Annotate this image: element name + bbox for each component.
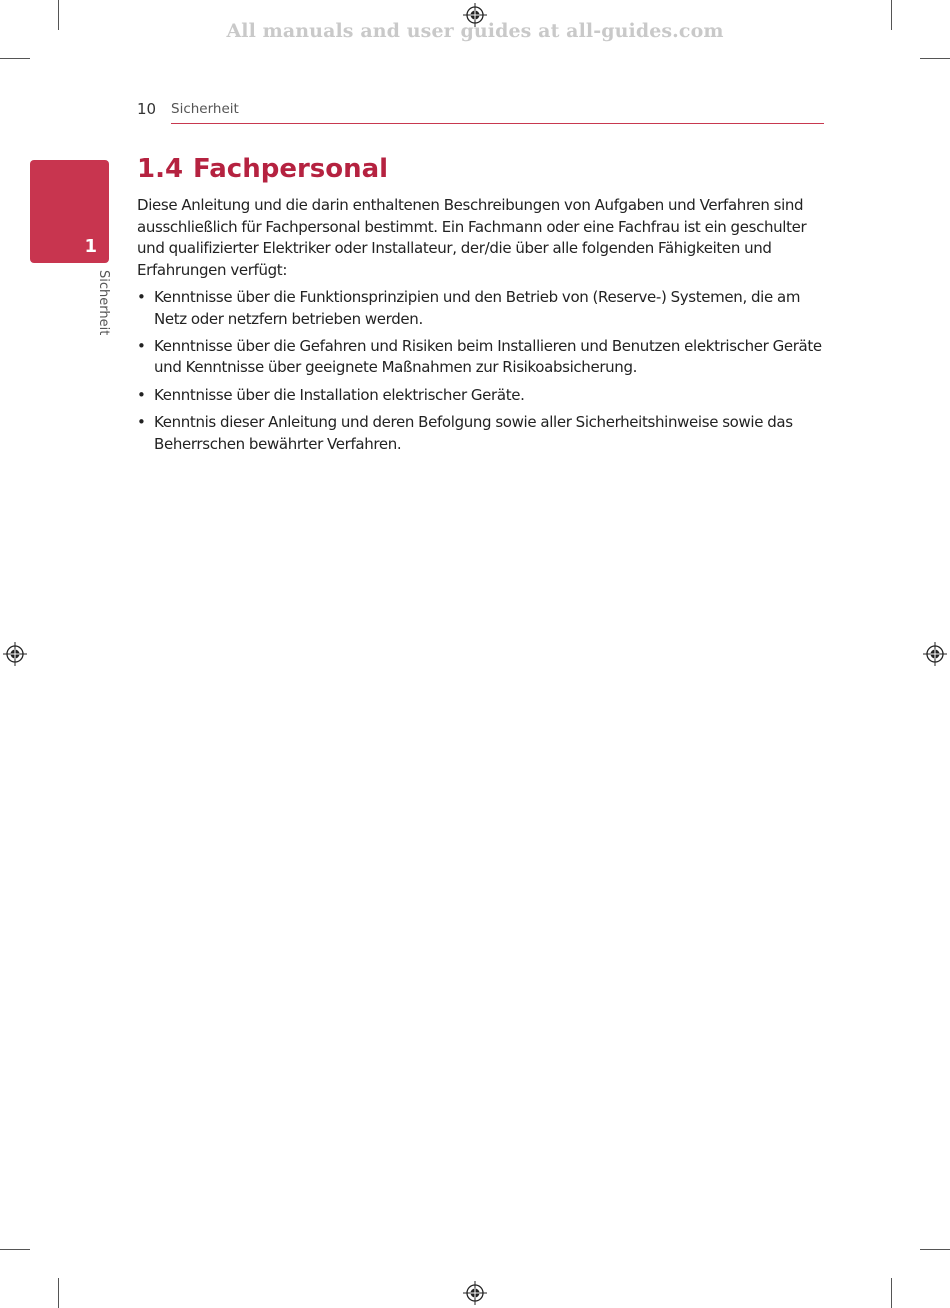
- running-header-title: Sicherheit: [171, 101, 239, 117]
- crop-mark: [920, 58, 950, 59]
- page-number: 10: [137, 100, 157, 118]
- list-item-text: Kenntnisse über die Installation elektrischer Geräte.: [154, 385, 525, 404]
- bullet-icon: •: [137, 385, 146, 404]
- watermark: All manuals and user guides at all-guides.com: [226, 20, 724, 42]
- chapter-number: 1: [84, 236, 97, 257]
- crop-mark: [0, 58, 30, 59]
- crop-mark: [58, 1278, 59, 1308]
- list-item-text: Kenntnisse über die Funktionsprinzipien und den Betrieb von (Reserve-) Systemen, die am Netz oder netzfern betrieben werden.: [154, 287, 801, 328]
- list-item: [137, 385, 827, 407]
- section-title: Fachpersonal: [193, 154, 389, 184]
- chapter-side-label: Sicherheit: [96, 270, 111, 336]
- registration-mark-icon: [923, 642, 947, 666]
- bullet-icon: •: [137, 336, 146, 355]
- crop-mark: [0, 1249, 30, 1250]
- list-item-text: Kenntnisse über die Gefahren und Risiken beim Installieren und Benutzen elektrischer Geräte und Kenntnisse über geeignete Maßnahmen zur Risikoabsicherung.: [154, 336, 822, 377]
- section-heading: [137, 154, 388, 184]
- section-body: [137, 195, 827, 461]
- section-number: 1.4: [137, 154, 184, 184]
- bullet-icon: •: [137, 412, 146, 431]
- header-rule: [171, 123, 824, 124]
- registration-mark-icon: [3, 642, 27, 666]
- list-item-text: Kenntnis dieser Anleitung und deren Befolgung sowie aller Sicherheitshinweise sowie das Beherrschen bewährter Verfahren.: [154, 412, 793, 453]
- chapter-tab: [30, 160, 109, 263]
- crop-mark: [891, 1278, 892, 1308]
- list-item: [137, 412, 827, 455]
- bullet-icon: •: [137, 287, 146, 306]
- crop-mark: [920, 1249, 950, 1250]
- registration-mark-icon: [463, 1281, 487, 1305]
- list-item: [137, 287, 827, 330]
- requirements-list: [137, 287, 827, 455]
- list-item: [137, 336, 827, 379]
- intro-paragraph: Diese Anleitung und die darin enthaltenen Beschreibungen von Aufgaben und Verfahren sind ausschließlich für Fachpersonal bestimmt. Ein Fachmann oder eine Fachfrau ist ein geschulter und qualifizierter Elektriker oder Installateur, der/die über alle folgenden Fähigkeiten und Erfahrungen verfügt:: [137, 196, 807, 280]
